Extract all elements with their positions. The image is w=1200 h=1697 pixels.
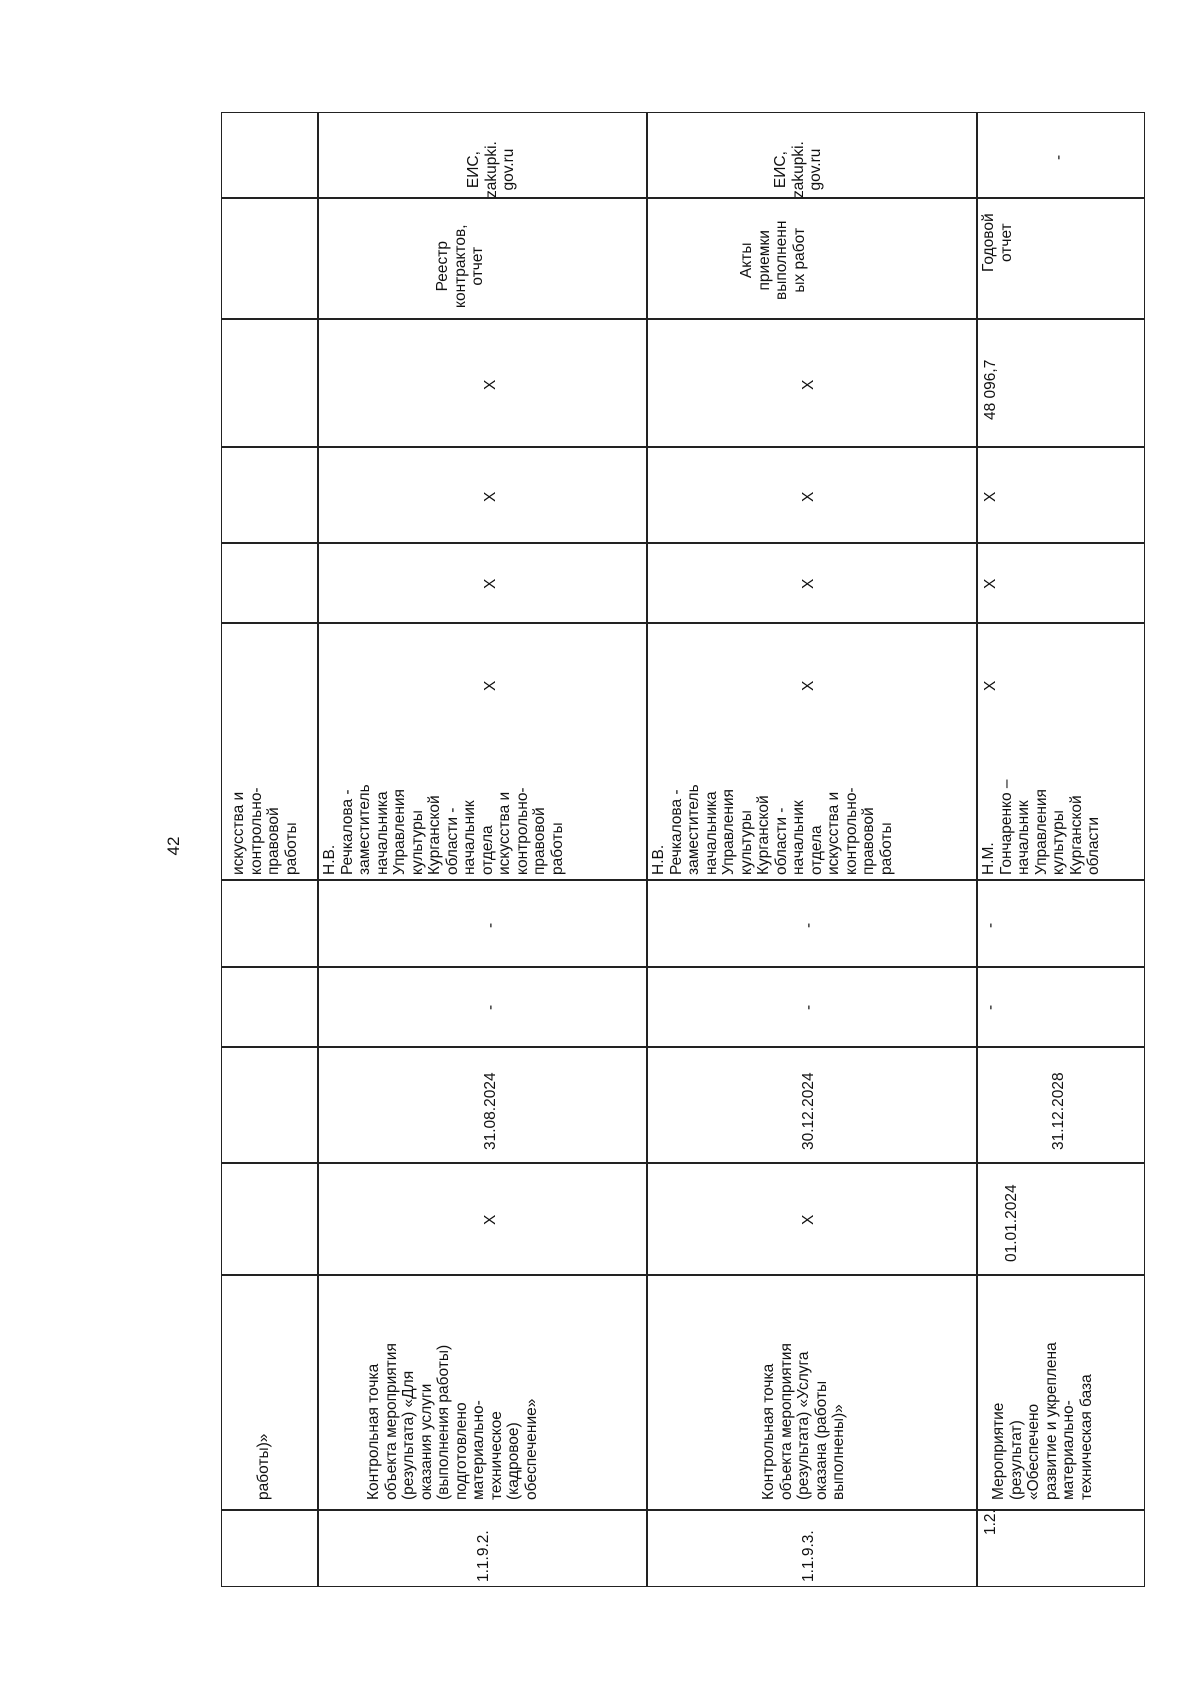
row-12-col4: - <box>982 1004 999 1010</box>
row-1192-start: X <box>482 1214 499 1225</box>
row-1192-executor: Н.В. Речкалова - заместитель начальника Управления культуры Курганской области - начальник отдела искусства и контрольно- правовой работы <box>321 784 566 875</box>
row-1192-task: Контрольная точка объекта мероприятия (результата) «Для оказания услуги (выполнения работы) подготовлено материально- техническое (кадровое) обеспечение» <box>365 1343 540 1500</box>
row-1193-end: 30.12.2024 <box>800 1072 817 1150</box>
page-number: 42 <box>164 836 183 856</box>
row-12-start: 01.01.2024 <box>1003 1184 1020 1262</box>
column-divider <box>976 112 978 1587</box>
row-1192-end: 31.08.2024 <box>482 1072 499 1150</box>
row-divider <box>221 542 1145 544</box>
row-divider <box>221 197 1145 199</box>
row-12-end: 31.12.2028 <box>1050 1072 1067 1150</box>
column-divider <box>317 112 319 1587</box>
row-1193-col5: - <box>800 922 817 928</box>
row-1193-col9: X <box>800 491 817 502</box>
row-1193-document: Акты приемки выполненн ых работ <box>738 220 808 300</box>
row-divider <box>221 879 1145 881</box>
row-1192-col10: X <box>482 379 499 390</box>
row-12-task: Мероприятие (результат) «Обеспечено развитие и укреплена материально- техническая база <box>990 1342 1095 1500</box>
row-1193-start: X <box>800 1214 817 1225</box>
row-1193-col8: X <box>800 578 817 589</box>
row-1192-col7: X <box>482 680 499 691</box>
row-1192-document: Реестр контрактов, отчет <box>434 224 486 308</box>
prev-row-task-tail: работы)» <box>255 1433 272 1500</box>
row-divider <box>221 1509 1145 1511</box>
row-1192-system: ЕИС, zakupki. gov.ru <box>465 141 517 198</box>
row-divider <box>221 622 1145 624</box>
row-1193-system: ЕИС, zakupki. gov.ru <box>772 141 824 198</box>
row-1193-col7: X <box>800 680 817 691</box>
row-12-col5: - <box>982 922 999 928</box>
row-12-executor: Н.М. Гончаренко – начальник Управления культуры Курганской области <box>980 779 1102 875</box>
row-1193-col10: X <box>800 379 817 390</box>
row-12-system: - <box>1050 154 1067 160</box>
column-divider <box>646 112 648 1587</box>
row-divider <box>221 1046 1145 1048</box>
row-1193-task: Контрольная точка объекта мероприятия (результата) «Услуга оказана (работы выполнены)» <box>760 1343 847 1500</box>
row-12-document: Годовой отчет <box>980 213 1015 272</box>
row-divider <box>221 1274 1145 1276</box>
row-1192-col4: - <box>482 1004 499 1010</box>
row-1192-col8: X <box>482 578 499 589</box>
row-12-number: 1.2. <box>982 1509 999 1535</box>
row-12-col9: X <box>982 491 999 502</box>
row-12-col10: 48 096,7 <box>982 359 999 420</box>
row-1192-col9: X <box>482 491 499 502</box>
row-12-col7: X <box>982 680 999 691</box>
row-1193-executor: Н.В. Речкалова - заместитель начальника Управления культуры Курганской области - начальник отдела искусства и контрольно- правовой работы <box>650 784 895 875</box>
row-12-col8: X <box>982 578 999 589</box>
row-1193-number: 1.1.9.3. <box>800 1530 817 1582</box>
row-1192-col5: - <box>482 922 499 928</box>
row-1193-col4: - <box>800 1004 817 1010</box>
row-divider <box>221 318 1145 320</box>
row-1192-number: 1.1.9.2. <box>475 1530 492 1582</box>
row-divider <box>221 966 1145 968</box>
row-divider <box>221 446 1145 448</box>
prev-row-executor-tail: искусства и контрольно- правовой работы <box>230 787 300 875</box>
row-divider <box>221 1162 1145 1164</box>
